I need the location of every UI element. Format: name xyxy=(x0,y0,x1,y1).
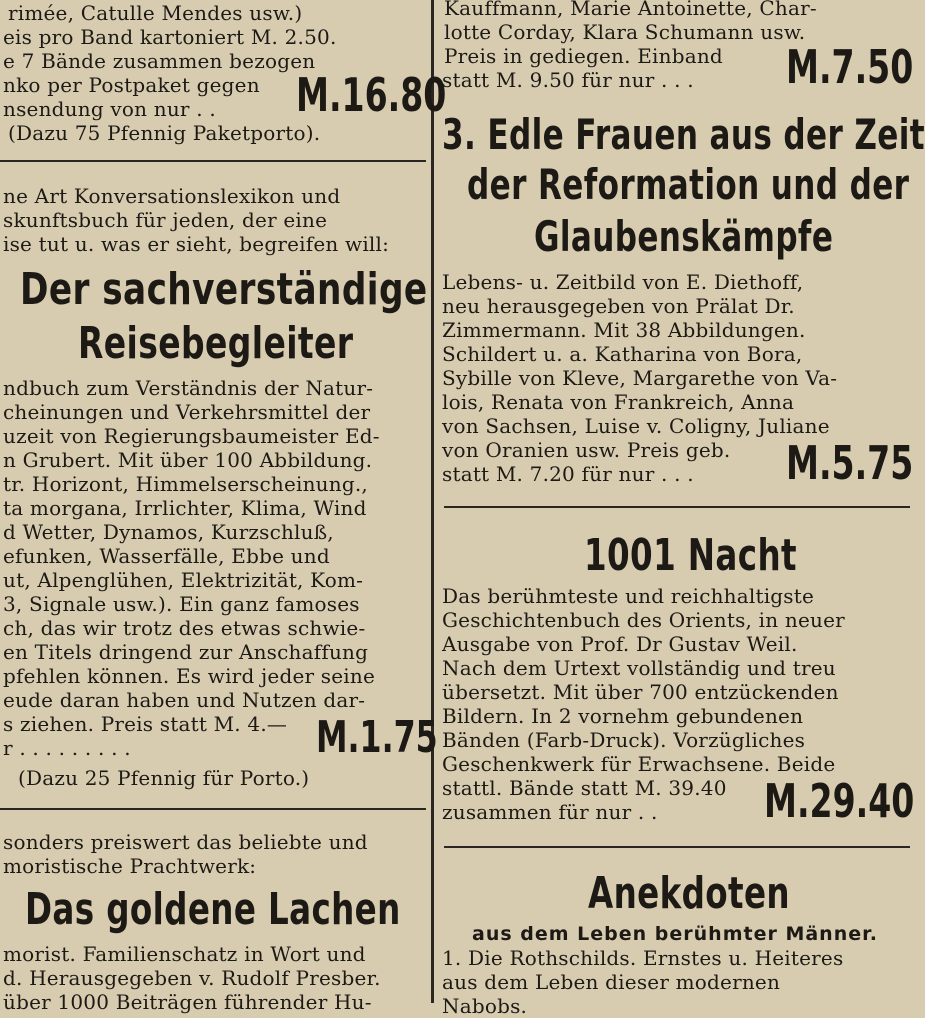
text-line: lois, Renata von Frankreich, Anna xyxy=(442,390,795,414)
text-line: Schildert u. a. Katharina von Bora, xyxy=(442,342,803,366)
text-line: 3, Signale usw.). Ein ganz famoses xyxy=(3,592,360,616)
text-line: tr. Horizont, Himmelserscheinung., xyxy=(3,472,368,496)
text-line: ta morgana, Irrlichter, Klima, Wind xyxy=(3,496,367,520)
text-line: Sybille von Kleve, Margarethe von Va- xyxy=(442,366,838,390)
book-title: Glaubenskämpfe xyxy=(534,212,834,261)
text-line: n Grubert. Mit über 100 Abbildung. xyxy=(3,448,373,472)
text-line: d. Herausgegeben v. Rudolf Presber. xyxy=(3,966,381,990)
text-line: statt M. 7.20 für nur . . . xyxy=(442,462,694,486)
text-line: Geschichtenbuch des Orients, in neuer xyxy=(442,608,845,632)
text-line: eude daran haben und Nutzen dar- xyxy=(3,688,366,712)
book-title: 1001 Nacht xyxy=(584,530,797,581)
text-line: sonders preiswert das beliebte und xyxy=(3,830,368,854)
text-line: zusammen für nur . . xyxy=(442,800,658,824)
text-line: en Titels dringend zur Anschaffung xyxy=(3,640,369,664)
book-title: der Reformation und der xyxy=(467,160,910,209)
price-label: M.1.75 xyxy=(316,712,438,763)
text-line: Lebens- u. Zeitbild von E. Diethoff, xyxy=(442,270,804,294)
subtitle: aus dem Leben berühmter Männer. xyxy=(472,923,878,945)
text-line: uzeit von Regierungsbaumeister Ed- xyxy=(3,424,380,448)
text-line: d Wetter, Dynamos, Kurzschluß, xyxy=(3,520,334,544)
text-line: cheinungen und Verkehrsmittel der xyxy=(3,400,371,424)
text-line: lotte Corday, Klara Schumann usw. xyxy=(444,20,806,44)
text-line: stattl. Bände statt M. 39.40 xyxy=(442,776,727,800)
price-label: M.29.40 xyxy=(764,774,915,828)
text-line: Bänden (Farb-Druck). Vorzügliches xyxy=(442,728,806,752)
left-column xyxy=(0,0,447,1014)
text-line: pfehlen können. Es wird jeder seine xyxy=(3,664,376,688)
column-divider xyxy=(431,0,434,1003)
text-line: moristische Prachtwerk: xyxy=(3,854,257,878)
text-line: Geschenkwerk für Erwachsene. Beide xyxy=(442,752,836,776)
text-line: e 7 Bände zusammen bezogen xyxy=(3,49,316,73)
book-title: 3. Edle Frauen aus der Zeit xyxy=(442,110,925,159)
text-line: Bildern. In 2 vornehm gebundenen xyxy=(442,704,804,728)
text-line: morist. Familienschatz in Wort und xyxy=(3,942,366,966)
text-line: Zimmermann. Mit 38 Abbildungen. xyxy=(442,318,806,342)
text-line: ch, das wir trotz des etwas schwie- xyxy=(3,616,366,640)
text-line: neu herausgegeben von Prälat Dr. xyxy=(442,294,795,318)
text-line: 1. Die Rothschilds. Ernstes u. Heiteres xyxy=(442,946,844,970)
text-line: ut, Alpenglühen, Elektrizität, Kom- xyxy=(3,568,364,592)
text-line: nsendung von nur . . xyxy=(3,97,216,121)
book-title: Der sachverständige xyxy=(20,264,428,315)
text-line: Ausgabe von Prof. Dr Gustav Weil. xyxy=(442,632,798,656)
text-line: übersetzt. Mit über 700 entzückenden xyxy=(442,680,839,704)
book-title: Anekdoten xyxy=(588,868,790,919)
text-line: Kauffmann, Marie Antoinette, Char- xyxy=(444,0,817,20)
price-label: M.16.80 xyxy=(296,68,447,122)
text-line: ndbuch zum Verständnis der Natur- xyxy=(3,376,374,400)
text-line: von Oranien usw. Preis geb. xyxy=(442,438,731,462)
text-line: efunken, Wasserfälle, Ebbe und xyxy=(3,544,330,568)
text-line: rimée, Catulle Mendes usw.) xyxy=(8,1,303,25)
right-column xyxy=(436,0,925,1018)
section-rule xyxy=(0,160,426,162)
text-line: s ziehen. Preis statt M. 4.— xyxy=(3,712,288,736)
section-rule xyxy=(444,506,910,508)
text-line: eis pro Band kartoniert M. 2.50. xyxy=(3,25,337,49)
section-rule xyxy=(444,846,910,848)
price-label: M.5.75 xyxy=(786,436,914,490)
text-line: aus dem Leben dieser modernen xyxy=(442,970,781,994)
book-title: Das goldene Lachen xyxy=(25,884,401,935)
section-rule xyxy=(0,808,426,810)
text-line: von Sachsen, Luise v. Coligny, Juliane xyxy=(442,414,830,438)
text-line: ne Art Konversationslexikon und xyxy=(3,184,341,208)
text-line: statt M. 9.50 für nur . . . xyxy=(442,68,694,92)
text-line: skunftsbuch für jeden, der eine xyxy=(3,208,328,232)
book-title: Reisebegleiter xyxy=(78,318,354,369)
price-label: M.7.50 xyxy=(786,40,914,94)
shipping-note: (Dazu 25 Pfennig für Porto.) xyxy=(18,766,310,790)
text-line: nko per Postpaket gegen xyxy=(3,73,260,97)
text-line: Das berühmteste und reichhaltigste xyxy=(442,584,815,608)
shipping-note: (Dazu 75 Pfennig Paketporto). xyxy=(8,121,321,145)
text-line: über 1000 Beiträgen führender Hu- xyxy=(3,990,372,1014)
text-line: Preis in gediegen. Einband xyxy=(444,44,723,68)
text-line: Nach dem Urtext vollständig und treu xyxy=(442,656,836,680)
text-line: r . . . . . . . . . xyxy=(3,736,131,760)
text-line: Nabobs. xyxy=(442,994,528,1018)
text-line: ise tut u. was er sieht, begreifen will: xyxy=(3,232,390,256)
